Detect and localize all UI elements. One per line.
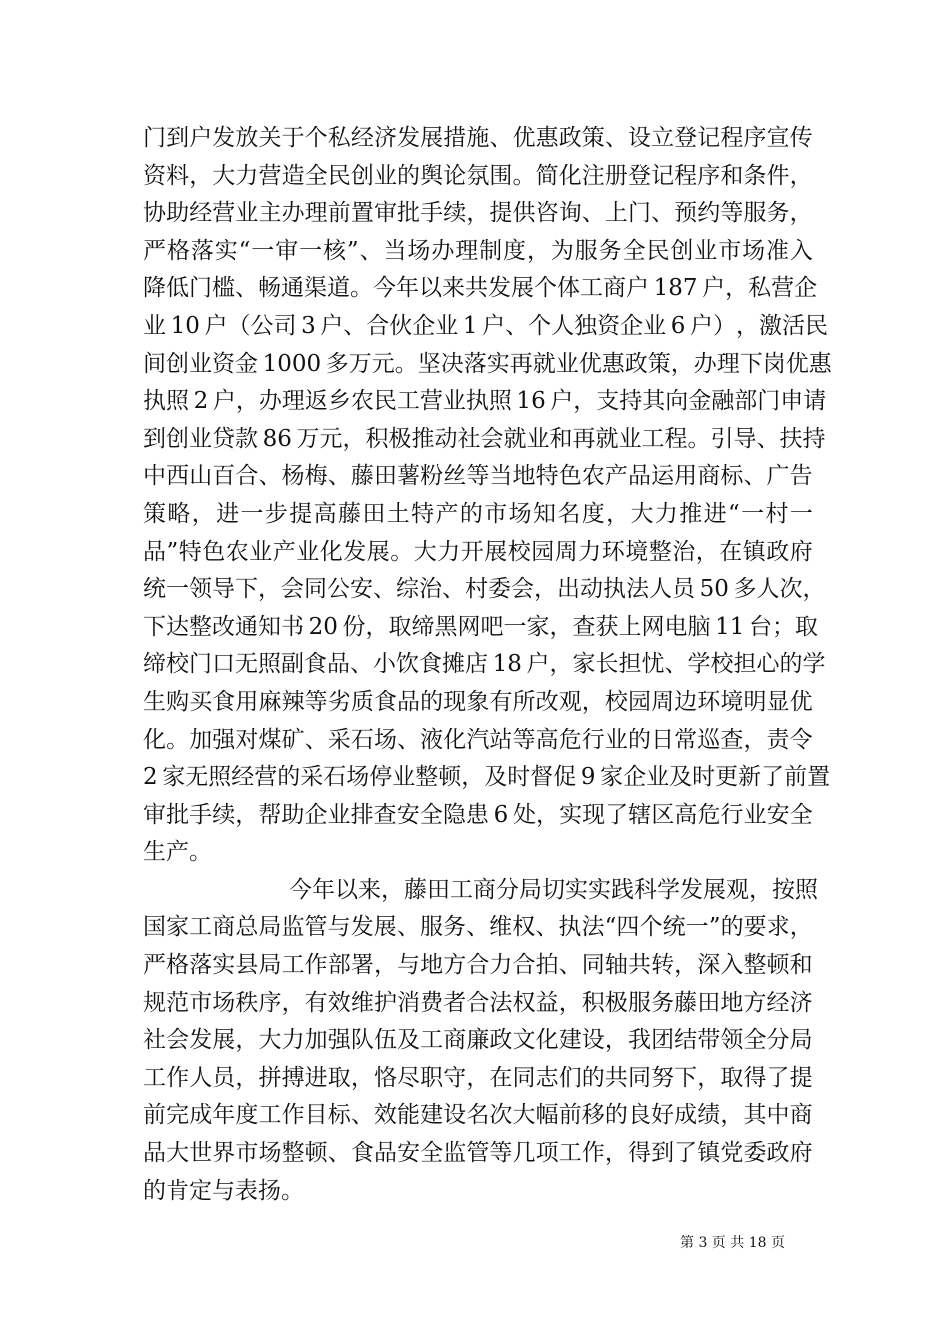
paragraph-2 xyxy=(143,872,818,1210)
text-line: 社 会 发 展 ， 大 力 加 强 队 伍 及 工 商 廉 政 文 化 建 设 ， 我 团 结 带 领 全 分 局 xyxy=(143,1027,813,1054)
text-line: 国 家 工 商 总 局 监 管 与 发 展 、 服 务 、 维 权 、 执 法 “ 四 个 统 一 ” 的 要 求 ， xyxy=(143,914,813,941)
page-number-footer: 第 3 页 共 18 页 xyxy=(680,1235,785,1251)
body-text xyxy=(143,120,832,1210)
text-line: 前 完 成 年 度 工 作 目 标 、 效 能 建 设 名 次 大 幅 前 移 的 良 好 成 绩 ， 其 中 商 xyxy=(143,1102,813,1129)
text-line: 下 达 整 改 通 知 书 2 0 份 ， 取 缔 黑 网 吧 一 家 ， 查 获 上 网 电 脑 1 1 台 ； 取 xyxy=(143,613,818,640)
text-line: 间 创 业 资 金 1 0 0 0 多 万 元 。 坚 决 落 实 再 就 业 优 惠 政 策 ， 办 理 下 岗 优 惠 xyxy=(143,350,832,377)
text-line: 工 作 人 员 ， 拼 搏 进 取 ， 恪 尽 职 守 ， 在 同 志 们 的 共 同 努 下 ， 取 得 了 提 xyxy=(143,1064,813,1091)
text-line: 的肯定与表扬。 xyxy=(143,1177,304,1204)
text-line: 规 范 市 场 秩 序 ， 有 效 维 护 消 费 者 合 法 权 益 ， 积 极 服 务 藤 田 地 方 经 济 xyxy=(143,989,813,1016)
text-line: 降 低 门 槛 、 畅 通 渠 道 。 今 年 以 来 共 发 展 个 体 工 商 户 1 8 7 户 ， 私 营 企 xyxy=(143,275,818,302)
text-line: 策 略 ， 进 一 步 提 高 藤 田 土 特 产 的 市 场 知 名 度 ， 大 力 推 进 “ 一 村 一 xyxy=(143,500,813,527)
text-line: 到 创 业 贷 款 8 6 万 元 ， 积 极 推 动 社 会 就 业 和 再 就 业 工 程 。 引 导 、 扶 持 xyxy=(143,425,826,452)
text-line: 审 批 手 续 ， 帮 助 企 业 排 查 安 全 隐 患 6 处 ， 实 现 了 辖 区 高 危 行 业 安 全 xyxy=(143,801,813,828)
text-line: 统 一 领 导 下 ， 会 同 公 安 、 综 治 、 村 委 会 ， 出 动 执 法 人 员 5 0 多 人 次 ， xyxy=(143,576,826,603)
text-line: 严 格 落 实 县 局 工 作 部 署 ， 与 地 方 合 力 合 拍 、 同 轴 共 转 ， 深 入 整 顿 和 xyxy=(143,952,813,979)
text-line: 生产。 xyxy=(143,839,212,866)
text-line: 门 到 户 发 放 关 于 个 私 经 济 发 展 措 施 、 优 惠 政 策 、 设 立 登 记 程 序 宣 传 xyxy=(143,125,813,151)
text-line: 执 照 2 户 ， 办 理 返 乡 农 民 工 营 业 执 照 1 6 户 ， 支 持 其 向 金 融 部 门 申 请 xyxy=(143,388,827,415)
text-line: 今 年 以 来 ， 藤 田 工 商 分 局 切 实 实 践 科 学 发 展 观 ， 按 照 xyxy=(289,876,818,903)
text-line: 中 西 山 百 合 、 杨 梅 、 藤 田 薯 粉 丝 等 当 地 特 色 农 产 品 运 用 商 标 、 广 告 xyxy=(143,463,813,490)
text-line: 品 大 世 界 市 场 整 顿 、 食 品 安 全 监 管 等 几 项 工 作 ， 得 到 了 镇 党 委 政 府 xyxy=(143,1140,813,1167)
text-line: 严 格 落 实 “ 一 审 一 核 ” 、 当 场 办 理 制 度 ， 为 服 务 全 民 创 业 市 场 准 入 xyxy=(143,237,813,264)
text-line: 业 1 0 户 （ 公 司 3 户 、 合 伙 企 业 1 户 、 个 人 独 资 企 业 6 户 ） ， 激 活 民 xyxy=(143,312,828,339)
text-line: 2 家 无 照 经 营 的 采 石 场 停 业 整 顿 ， 及 时 督 促 9 家 企 业 及 时 更 新 了 前 置 xyxy=(143,764,831,791)
text-line: 化 。 加 强 对 煤 矿 、 采 石 场 、 液 化 汽 站 等 高 危 行 业 的 日 常 巡 查 ， 责 令 xyxy=(143,726,813,753)
text-line: 资 料 ， 大 力 营 造 全 民 创 业 的 舆 论 氛 围 。 简 化 注 册 登 记 程 序 和 条 件 ， xyxy=(143,162,813,189)
text-line: 协 助 经 营 业 主 办 理 前 置 审 批 手 续 ， 提 供 咨 询 、 上 门 、 预 约 等 服 务 ， xyxy=(143,200,813,227)
text-line: 品 ” 特 色 农 业 产 业 化 发 展 。 大 力 开 展 校 园 周 力 环 境 整 治 ， 在 镇 政 府 xyxy=(143,538,813,565)
paragraph-1 xyxy=(143,120,832,872)
text-line: 缔 校 门 口 无 照 副 食 品 、 小 饮 食 摊 店 1 8 户 ， 家 长 担 忧 、 学 校 担 心 的 学 xyxy=(143,651,826,678)
text-line: 生 购 买 食 用 麻 辣 等 劣 质 食 品 的 现 象 有 所 改 观 ， 校 园 周 边 环 境 明 显 优 xyxy=(143,688,813,715)
